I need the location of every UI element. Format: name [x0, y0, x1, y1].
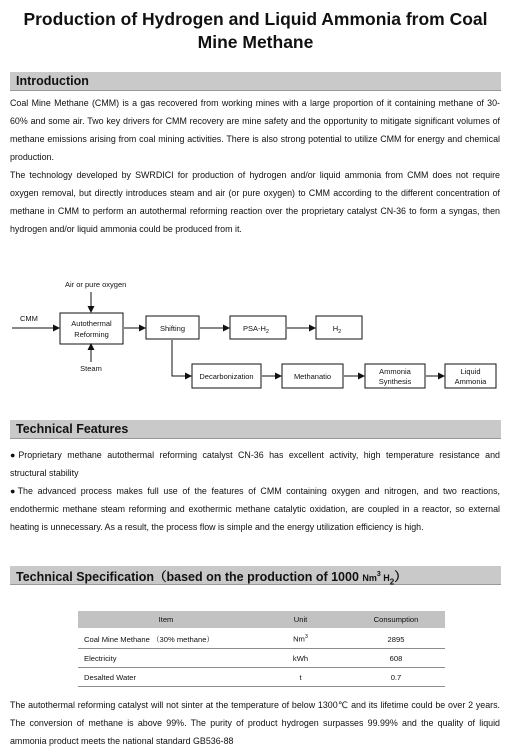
table-row [78, 629, 445, 649]
h2-box [316, 316, 362, 339]
ammonia-synthesis-label-line-1: Ammonia [379, 367, 411, 376]
reforming-label-line-1: Autothermal [71, 319, 112, 328]
section-title: Technical Specification（based on the production of 1000 Nm$^3$ $H_2$） [16, 570, 407, 587]
liquid-ammonia-label-line-1: Liquid [460, 367, 481, 376]
table-cell-consumption: 608 [347, 649, 445, 668]
title-line-2: Mine Methane [197, 32, 314, 52]
steam-label: Steam [80, 364, 102, 373]
table-cell-unit: kWh [254, 649, 347, 668]
section-header-technical-specification [10, 566, 501, 585]
table-cell-item: Coal Mine Methane （30% methane） [78, 629, 254, 649]
feature-item-1: ●Proprietary methane autothermal reforming catalyst CN-36 has excellent activity, high temperature resistance and structural stability [10, 450, 500, 478]
methanation-label: Methanatio [293, 372, 332, 381]
table-header-row [78, 611, 445, 629]
shifting-label: Shifting [159, 324, 186, 333]
table-cell-consumption: 2895 [347, 629, 445, 649]
section-header-introduction [10, 72, 501, 91]
table-row [78, 649, 445, 668]
psa-label: PSA-$H_2$ [243, 324, 269, 335]
column-header-consumption: Consumption [347, 611, 445, 629]
footer-paragraph: The autothermal reforming catalyst will not sinter at the temperature of below 1300℃ and its lifetime could be over 2 years. The conversion of methane is above 99%. The purity of product hydrogen surpasses 99.99% and the quality of liquid ammonia product meets the national standard GB536-88 [10, 700, 500, 746]
h2-label: $H_2$ [332, 324, 342, 335]
section-header-technical-features [10, 420, 501, 439]
feature-item-2: ●The advanced process makes full use of the features of CMM containing oxygen and nitrogen, and two reactions, endothermic methane steam reforming and exothermic methane catalytic oxidation, are coupled in a reactor, so external heating is unnecessary. As a result, the process flow is simple and the energy utilization efficiency is high. [10, 486, 500, 532]
section-title: Introduction [16, 74, 89, 88]
introduction-paragraph-1: Coal Mine Methane (CMM) is a gas recovered from working mines with a large proportion of it containing methane of 30-60% and some air. Two key drivers for CMM recovery are mine safety and the opportunity to mitigate significant volumes of methane emissions arising from coal mining activities. There is also strong potential to utilize CMM for energy and chemical production. [10, 98, 500, 162]
column-header-item: Item [78, 611, 254, 629]
table-cell-unit: Nm$^3$ [254, 629, 347, 649]
shifting-to-decarbonization-arrow [172, 340, 191, 376]
reforming-label-line-2: Reforming [74, 330, 109, 339]
features-text [10, 446, 500, 536]
page-title [0, 8, 511, 54]
introduction-paragraph-2: The technology developed by SWRDICI for production of hydrogen and/or liquid ammonia from CMM does not require oxygen removal, but directly introduces steam and air (or pure oxygen) to CMM according to the different concentration of methane in CMM to perform an autothermal reforming reaction over the proprietary catalyst CN-36 to form a syngas, then hydrogen and/or liquid ammonia could be produced from it. [10, 170, 500, 234]
autothermal-reforming-box [60, 313, 123, 344]
introduction-text [10, 94, 500, 238]
cmm-label: CMM [20, 314, 38, 323]
table-row [78, 668, 445, 687]
table-cell-consumption: 0.7 [347, 668, 445, 687]
title-line-1: Production of Hydrogen and Liquid Ammonia from Coal [23, 9, 488, 29]
section-title: Technical Features [16, 422, 129, 436]
ammonia-synthesis-label-line-2: Synthesis [378, 377, 412, 386]
liquid-ammonia-label-line-2: Ammonia [454, 377, 487, 386]
table-cell-item: Desalted Water [78, 668, 254, 687]
decarbonization-label: Decarbonization [199, 372, 254, 381]
column-header-unit: Unit [254, 611, 347, 629]
air-label: Air or pure oxygen [65, 280, 127, 289]
table-cell-item: Electricity [78, 649, 254, 668]
table-cell-unit: t [254, 668, 347, 687]
process-flow-diagram [0, 270, 511, 405]
specification-table [78, 611, 445, 687]
